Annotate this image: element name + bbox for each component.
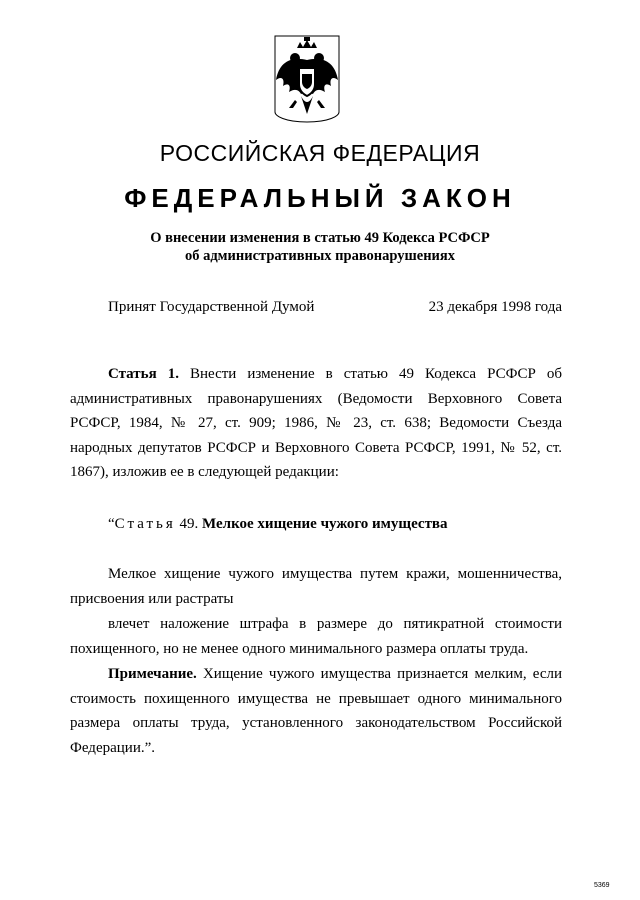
law-type-heading: ФЕДЕРАЛЬНЫЙ ЗАКОН [124, 183, 516, 213]
coat-of-arms-icon [271, 34, 343, 124]
note-text: Хищение чужого имущества признается мелким, если стоимость похищенного имущества не превышает одного минимального размера оплаты труда, установленного законодательством Российской Федерации.”. [70, 666, 562, 756]
article-49-title: Мелкое хищение чужого имущества [198, 516, 448, 532]
note-paragraph [70, 662, 562, 760]
penalty-paragraph: влечет наложение штрафа в размере до пятикратной стоимости похищенного, но не менее одного минимального размера оплаты труда. [70, 616, 562, 657]
article-49-open-quote: “ [108, 516, 115, 532]
law-subject-line-1: О внесении изменения в статью 49 Кодекса РСФСР [150, 230, 490, 246]
adopted-date: 23 декабря 1998 года [428, 299, 562, 315]
article-49-heading [70, 512, 562, 537]
article-1-paragraph [70, 362, 562, 485]
law-subject [0, 229, 640, 265]
note-label: Примечание. [108, 666, 197, 682]
theft-definition-paragraph: Мелкое хищение чужого имущества путем кражи, мошенничества, присвоения или растраты [70, 566, 562, 607]
country-heading: РОССИЙСКАЯ ФЕДЕРАЦИЯ [159, 140, 481, 166]
page-number: 5369 [594, 882, 610, 889]
article-1-label: Статья 1. [108, 366, 179, 382]
article-1-text: Внести изменение в статью 49 Кодекса РСФСР об административных правонарушениях (Ведомости Верховного Совета РСФСР, 1984, № 27, ст. 909; 1986, № 23, ст. 638; Ведомости Съезда народных депутатов РСФСР и Верховного Совета РСФСР, 1991, № 52, ст. 1867), изложив ее в следующей редакции: [70, 366, 562, 480]
adopted-by: Принят Государственной Думой [108, 299, 315, 315]
law-subject-line-2: об административных правонарушениях [184, 248, 456, 264]
article-49-number: 49. [175, 516, 199, 532]
article-49-word: Статья [114, 516, 176, 532]
